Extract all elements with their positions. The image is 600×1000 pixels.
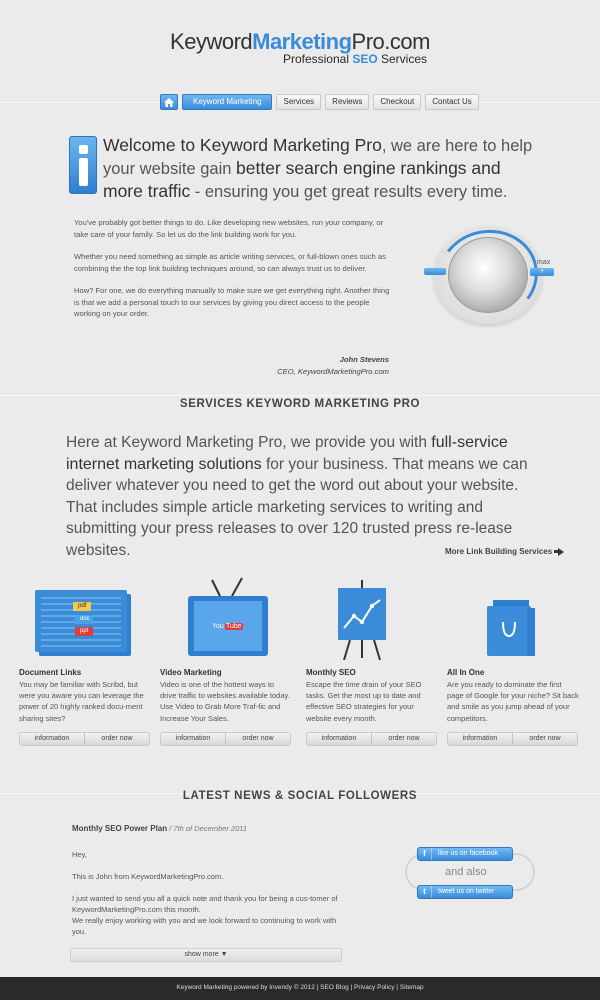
social-followers <box>405 845 535 905</box>
shopping-bag-icon <box>447 576 579 660</box>
info-icon <box>69 136 97 194</box>
intro-text <box>74 217 396 331</box>
card-description: Escape the time drain of your SEO tasks. Get the most up to date and effective SEO strategies for your website every month. <box>306 680 422 723</box>
card-title: Monthly SEO <box>306 668 356 677</box>
show-more-button[interactable]: show more ▼ <box>70 948 342 962</box>
information-button[interactable]: information <box>34 735 70 742</box>
site-logo[interactable] <box>0 30 600 66</box>
news-paragraph: This is John from KeywordMarketingPro.com. <box>72 872 224 881</box>
nav-item-checkout[interactable]: Checkout <box>373 94 421 110</box>
card-button-group <box>306 732 437 746</box>
news-heading: LATEST NEWS & SOCIAL FOLLOWERS <box>182 790 418 802</box>
home-icon <box>164 98 174 107</box>
presentation-chart-icon <box>306 576 438 660</box>
nav-item-contact-us[interactable]: Contact Us <box>425 94 479 110</box>
service-card-document-links <box>19 576 151 748</box>
ppt-tag: ppt <box>80 628 89 634</box>
traffic-knob-illustration <box>420 226 560 326</box>
news-post-date: / 7th of December 2011 <box>167 824 248 833</box>
card-title: Document Links <box>19 668 82 677</box>
tv-icon <box>160 576 292 660</box>
information-button[interactable]: information <box>175 735 211 742</box>
signature-title: CEO, KeywordMarketingPro.com <box>277 367 389 376</box>
nav-item-reviews[interactable]: Reviews <box>325 94 369 110</box>
services-intro: Here at Keyword Marketing Pro, we provide you with full-service internet marketing solutions for your business. That means we can deliver whatever you need to get the word out about your website. That includes simple article marketing services to writing and submitting your press releases to over 120 trusted press re-lease websites. <box>66 434 528 559</box>
intro-paragraph: How? For one, we do everything manually to make sure we get everything right. Another thing is that we add a personal touch to our services by giving you direct access to the people working on your order. <box>74 286 390 318</box>
more-link-building-link[interactable]: More Link Building Services <box>445 547 564 556</box>
nav-item-services[interactable]: Services <box>276 94 321 110</box>
card-button-group <box>19 732 150 746</box>
knob-max-label: max <box>537 259 551 266</box>
nav-home-button[interactable] <box>160 94 178 110</box>
intro-paragraph: You've probably got better things to do. Like developing new websites, run your company, or take care of your family. So let us do the link building work for you. <box>74 218 384 239</box>
service-card-monthly-seo <box>306 576 438 748</box>
nav-item-keyword-marketing[interactable]: Keyword Marketing <box>182 94 272 110</box>
card-description: You may be familiar with Scribd, but were you aware you can leverage the power of 20 highly ranked docu-ment sharing sites? <box>19 680 144 723</box>
youtube-logo: You Tube <box>212 623 242 630</box>
twitter-icon: t <box>418 886 432 898</box>
welcome-headline: Welcome to Keyword Marketing Pro, we are here to help your website gain better search engine rankings and more traffic - ensuring you get great results every time. <box>103 135 533 201</box>
doc-tag: doc <box>80 616 90 622</box>
news-paragraph: Hey, <box>72 850 87 859</box>
information-button[interactable]: information <box>462 735 498 742</box>
information-button[interactable]: information <box>321 735 357 742</box>
knob-dial <box>448 237 528 313</box>
card-button-group <box>447 732 578 746</box>
news-post-title[interactable]: Monthly SEO Power Plan / 7th of December 2011 <box>72 824 248 833</box>
footer: Keyword Marketing powered by Invendy © 2012 | SEO Blog | Privacy Policy | Sitemap <box>0 977 600 1000</box>
knob-plus-label: + <box>530 268 554 276</box>
card-title: Video Marketing <box>160 668 222 677</box>
signature <box>250 354 389 378</box>
services-heading: SERVICES KEYWORD MARKETING PRO <box>179 398 421 410</box>
order-now-button[interactable]: order now <box>84 733 149 745</box>
section-divider <box>0 395 600 396</box>
order-now-button[interactable]: order now <box>371 733 436 745</box>
card-button-group <box>160 732 291 746</box>
service-card-video-marketing <box>160 576 292 748</box>
card-title: All In One <box>447 668 485 677</box>
pdf-tag: pdf <box>78 603 87 609</box>
logo-title: KeywordMarketingPro.com <box>170 29 430 54</box>
intro-paragraph: Whether you need something as simple as article writing services, or full-blown ones such as combining the the top link building techniques around, so can always trust us to deliver. <box>74 252 386 273</box>
and-also-text: and also <box>445 866 487 878</box>
arrow-right-icon <box>558 548 564 556</box>
signature-name: John Stevens <box>339 355 389 364</box>
order-now-button[interactable]: order now <box>512 733 577 745</box>
service-card-all-in-one <box>447 576 579 748</box>
news-post-body <box>72 849 342 948</box>
facebook-icon: f <box>418 848 432 860</box>
main-nav <box>160 94 479 110</box>
news-paragraph: I just wanted to send you all a quick note and thank you for being a cus-tomer of KeywordMarketingPro.com this month. <box>72 894 338 914</box>
logo-tagline: Professional SEO Services <box>282 52 428 66</box>
order-now-button[interactable]: order now <box>225 733 290 745</box>
twitter-button[interactable]: t tweet us on twitter <box>417 885 513 899</box>
card-description: Video is one of the hottest ways to drive traffic to websites available today. Use Video to Grab More Traf-fic and Increase Your Sales. <box>160 680 290 723</box>
card-description: Are you ready to dominate the first page of Google for your niche? Sit back and smile as you jump ahead of your competitors. <box>447 680 579 723</box>
facebook-button[interactable]: f like us on facebook <box>417 847 513 861</box>
news-paragraph: We really enjoy working with you and we look forward to continuing to work with you. <box>72 916 337 936</box>
